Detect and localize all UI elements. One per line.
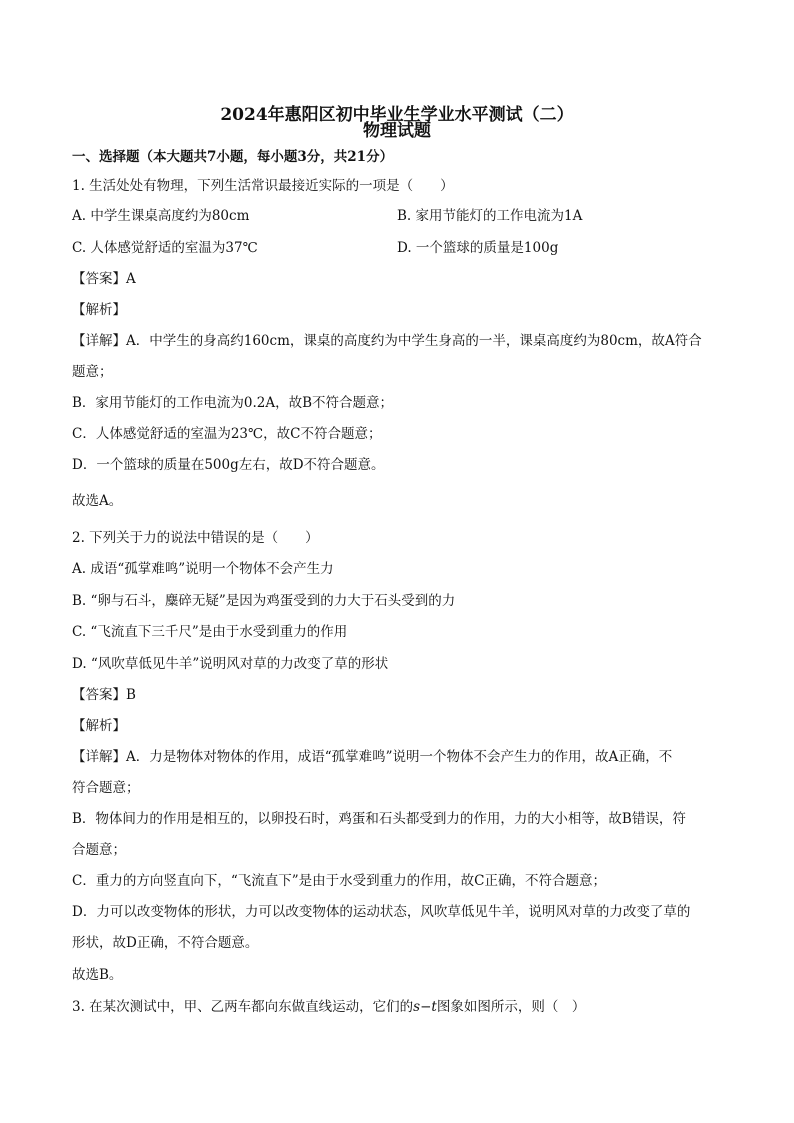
q1-detail-line: C．人体感觉舒适的室温为23℃，故C不符合题意； xyxy=(72,426,382,442)
q2-detail-line: 符合题意； xyxy=(72,780,140,796)
q2-option-b: B. “卵与石斗，麋碎无疑”是因为鸡蛋受到的力大于石头受到的力 xyxy=(72,593,456,609)
q2-answer: 【答案】B xyxy=(72,687,136,703)
q2-detail-line: 【详解】A．力是物体对物体的作用，成语“孤掌难鸣”说明一个物体不会产生力的作用，故A正确，不 xyxy=(72,749,673,765)
q1-option-a: A. 中学生课桌高度约为80cm xyxy=(72,208,250,224)
q2-detail-line: B．物体间力的作用是相互的，以卵投石时，鸡蛋和石头都受到力的作用，力的大小相等，故B错误，符 xyxy=(72,811,686,827)
q3-stem-text-end: 图象如图所示，则（ ） xyxy=(436,999,586,1015)
q1-detail-line: B．家用节能灯的工作电流为0.2A，故B不符合题意； xyxy=(72,395,394,411)
q2-detail-line: C．重力的方向竖直向下，“飞流直下”是由于水受到重力的作用，故C正确，不符合题意； xyxy=(72,873,606,889)
q1-analysis-label: 【解析】 xyxy=(72,302,126,318)
q2-option-d: D. “风吹草低见牛羊”说明风对草的力改变了草的形状 xyxy=(72,656,389,672)
q1-detail-line: 【详解】A．中学生的身高约160cm，课桌的高度约为中学生身高的一半，课桌高度约为80cm，故A符合 xyxy=(72,333,702,349)
q3-formula: s−t xyxy=(413,999,437,1015)
q2-conclusion: 故选B。 xyxy=(72,967,123,983)
q2-detail-line: 合题意； xyxy=(72,842,126,858)
q2-detail-line: 形状，故D正确，不符合题意。 xyxy=(72,935,259,951)
q1-detail-line: 题意； xyxy=(72,364,113,380)
q2-option-c: C. “飞流直下三千尺”是由于水受到重力的作用 xyxy=(72,624,348,640)
exam-subtitle: 物理试题 xyxy=(363,121,431,141)
q1-answer: 【答案】A xyxy=(72,271,136,287)
q3-stem xyxy=(72,998,585,1016)
exam-title: 2024年惠阳区初中毕业生学业水平测试（二） xyxy=(220,105,574,125)
q1-conclusion: 故选A。 xyxy=(72,493,123,509)
q1-option-c: C. 人体感觉舒适的室温为37℃ xyxy=(72,240,258,256)
section-heading: 一、选择题（本大题共7小题，每小题3分，共21分） xyxy=(72,149,394,165)
q2-detail-line: D．力可以改变物体的形状，力可以改变物体的运动状态，风吹草低见牛羊，说明风对草的力改变了草的 xyxy=(72,904,691,920)
q1-stem: 1. 生活处处有物理，下列生活常识最接近实际的一项是（ ） xyxy=(72,178,454,194)
q1-detail-line: D．一个篮球的质量在500g左右，故D不符合题意。 xyxy=(72,457,385,473)
q2-option-a: A. 成语“孤掌难鸣”说明一个物体不会产生力 xyxy=(72,561,334,577)
q3-stem-text: 3. 在某次测试中，甲、乙两车都向东做直线运动，它们的 xyxy=(72,999,414,1015)
q2-stem: 2. 下列关于力的说法中错误的是（ ） xyxy=(72,530,319,546)
q2-analysis-label: 【解析】 xyxy=(72,718,126,734)
q1-option-b: B. 家用节能灯的工作电流为1A xyxy=(397,208,583,224)
q1-option-d: D. 一个篮球的质量是100g xyxy=(397,240,559,256)
